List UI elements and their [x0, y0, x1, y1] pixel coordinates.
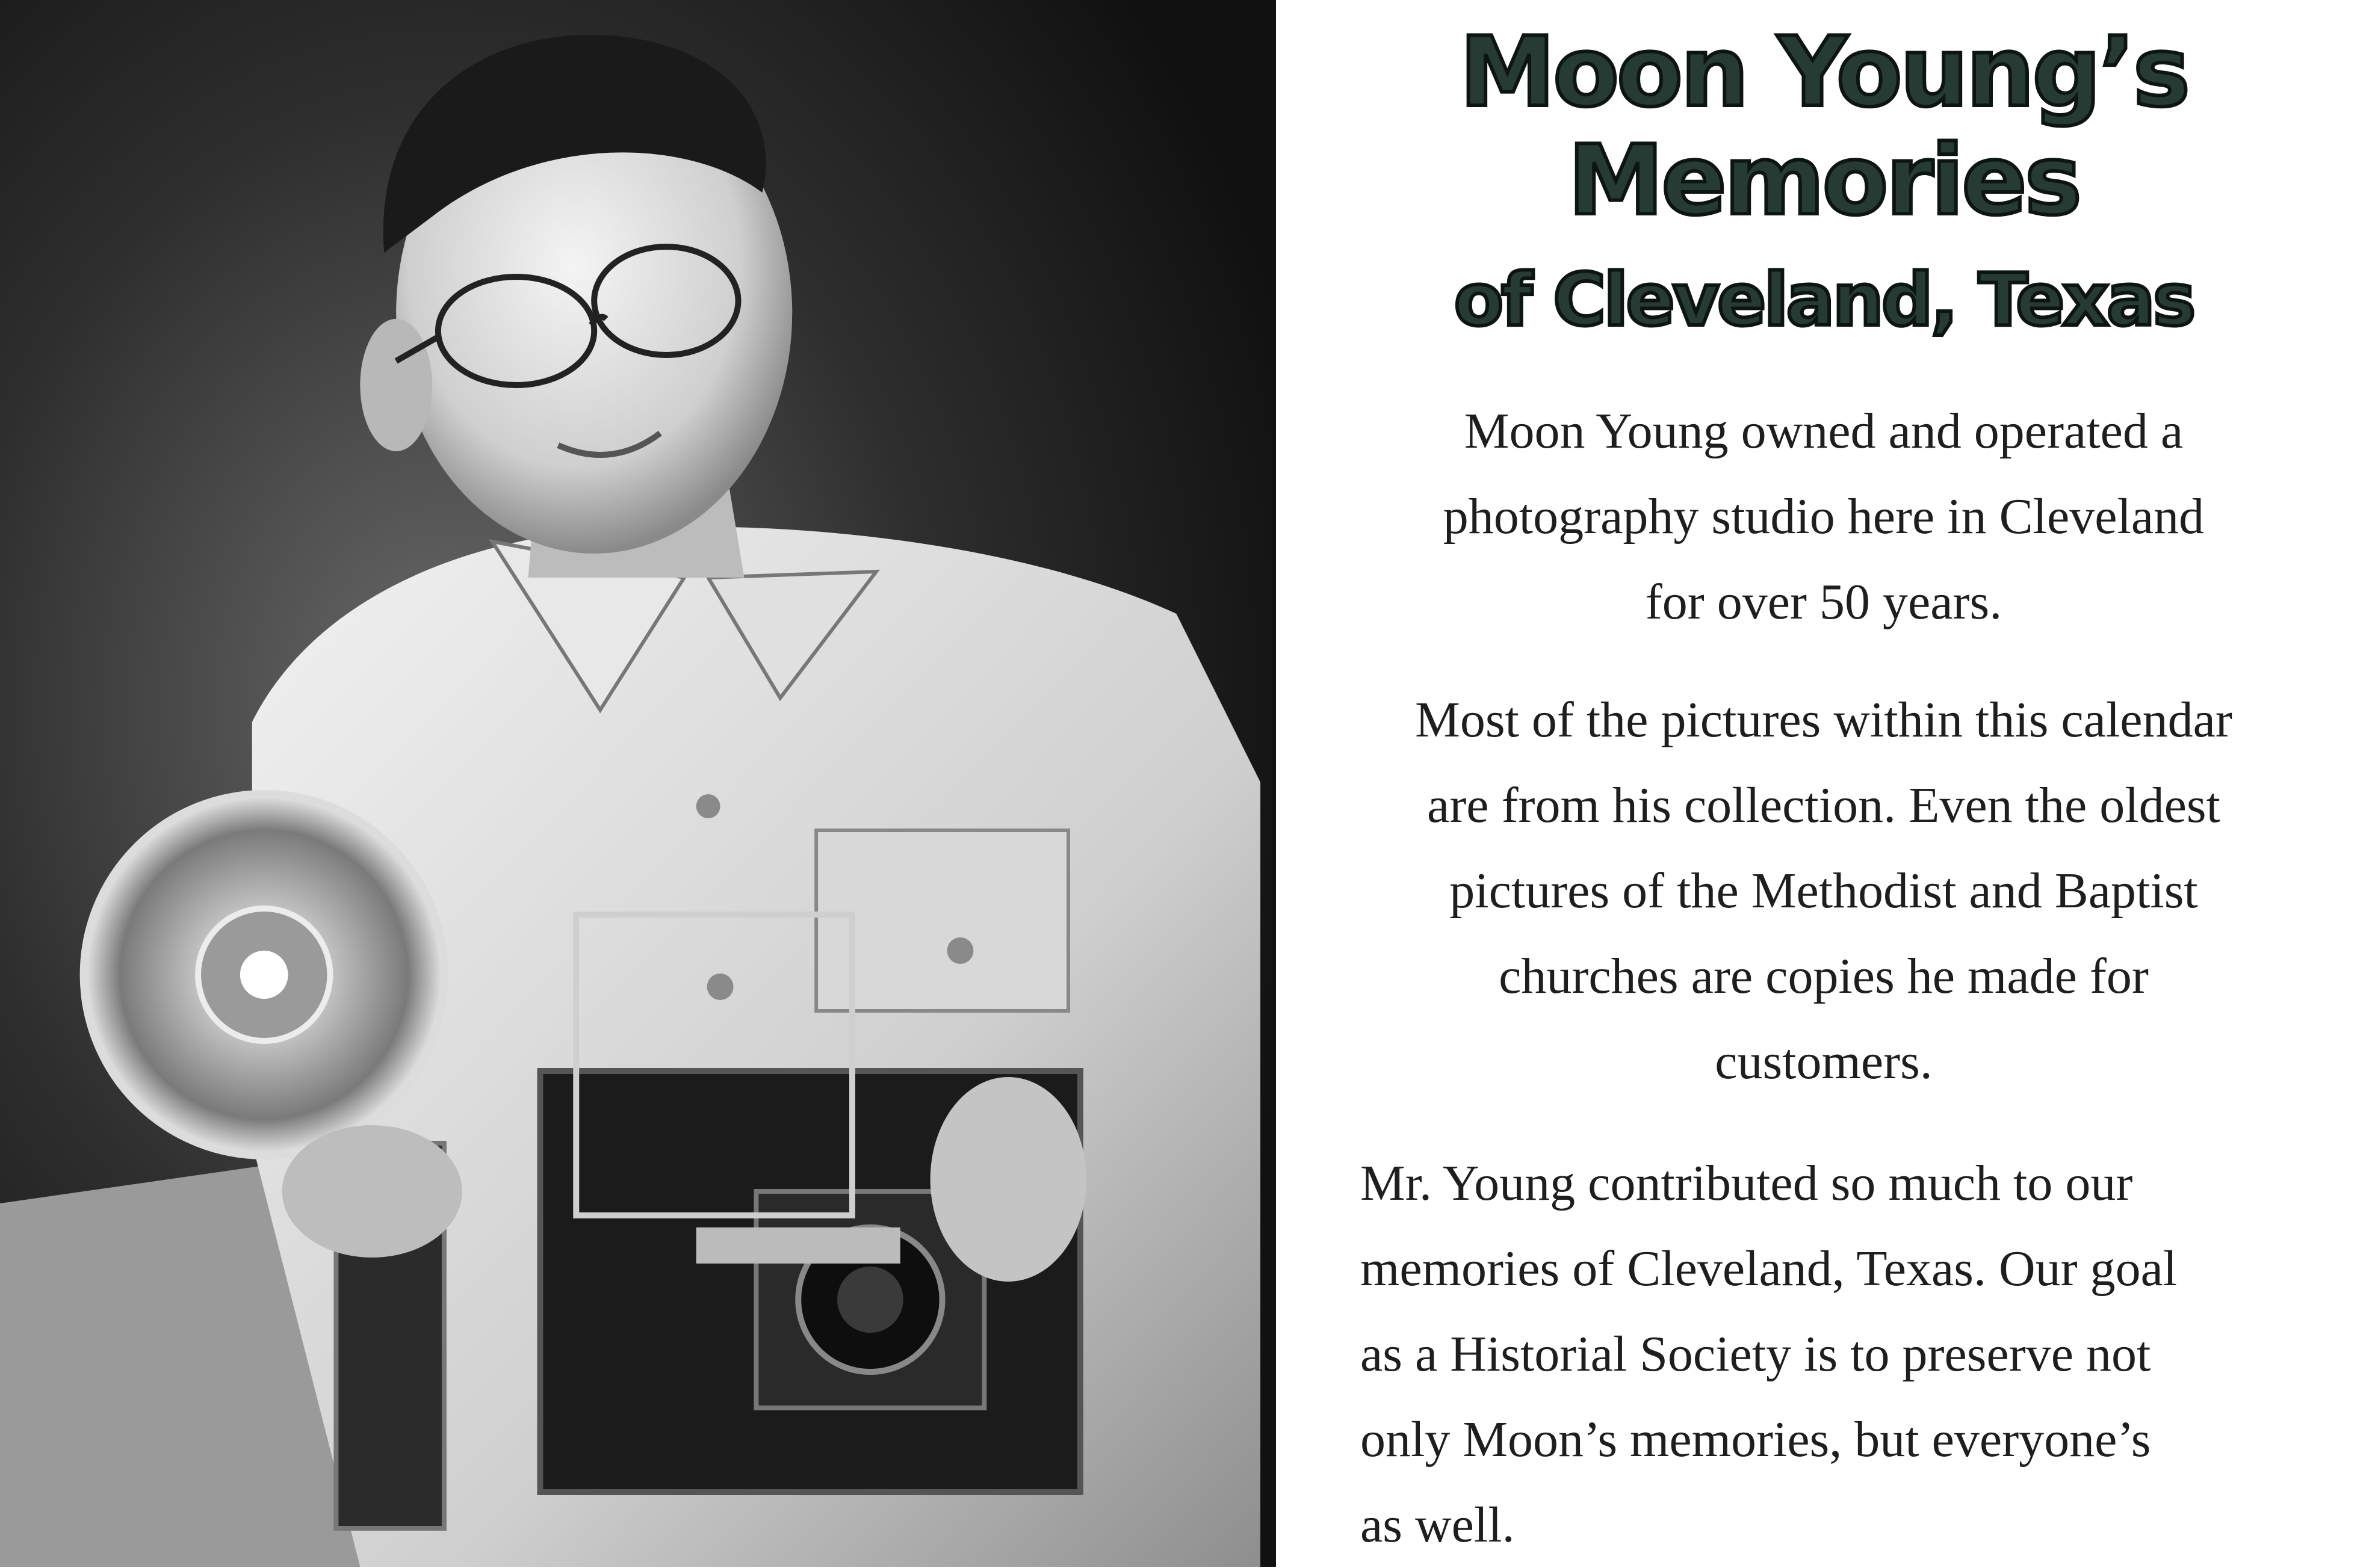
paragraph-line: pictures of the Methodist and Baptist	[1449, 863, 2198, 919]
paragraph-line: as a Historial Society is to preserve not	[1360, 1326, 2151, 1382]
paragraph-line: are from his collection. Even the oldest	[1427, 777, 2220, 833]
paragraph-line: memories of Cleveland, Texas. Our goal	[1360, 1241, 2178, 1297]
paragraph-line: as well.	[1360, 1497, 1515, 1553]
text-panel	[1324, 0, 2323, 1567]
paragraph-society	[1360, 1141, 2335, 1568]
paragraph-line: only Moon’s memories, but everyone’s	[1360, 1412, 2151, 1468]
paragraph-collection	[1324, 678, 2323, 1105]
subtitle: of Cleveland, Texas	[1454, 259, 2194, 342]
title-line-1: Moon Young’s	[1459, 16, 2188, 128]
title-line-2: Memories	[1568, 124, 2079, 236]
paragraph-line: for over 50 years.	[1645, 574, 2002, 630]
paragraph-intro	[1324, 389, 2323, 645]
paragraph-line: Most of the pictures within this calendar	[1415, 692, 2232, 748]
paragraph-line: Moon Young owned and operated a	[1464, 403, 2184, 459]
paragraph-line: Mr. Young contributed so much to our	[1360, 1155, 2133, 1211]
paragraph-line: photography studio here in Cleveland	[1443, 489, 2205, 545]
paragraph-line: churches are copies he made for	[1499, 948, 2149, 1004]
paragraph-line: customers.	[1715, 1034, 1933, 1090]
